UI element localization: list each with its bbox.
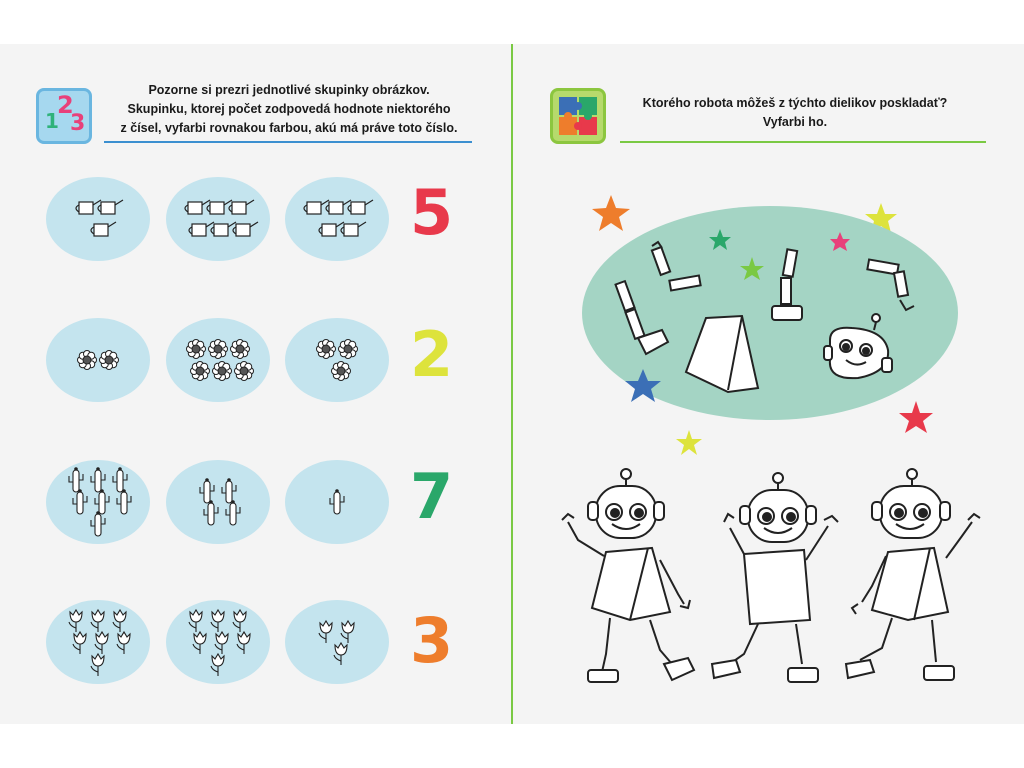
left-instruction-line-2: Skupinku, ktorej počet zodpovedá hodnote niektorého — [127, 102, 451, 116]
left-instruction-line-3: z čísel, vyfarbi rovnakou farbou, akú má práve toto číslo. — [120, 121, 458, 135]
right-instruction-line-2: Vyfarbi ho. — [762, 115, 828, 129]
left-instruction-line-1: Pozorne si prezri jednotlivé skupinky obrázkov. — [148, 83, 430, 97]
right-instruction-line-1: Ktorého robota môžeš z týchto dielikov poskladať? — [642, 96, 948, 110]
star-icon — [899, 401, 933, 433]
digit-3: 3 — [70, 111, 86, 136]
robot-option-3 — [846, 469, 980, 680]
robot-option-2 — [712, 473, 838, 682]
digit-2: 2 — [57, 91, 74, 119]
number-five: 5 — [410, 176, 454, 249]
star-icon — [592, 195, 630, 231]
star-icon — [676, 430, 702, 455]
digit-1: 1 — [45, 109, 59, 133]
number-three: 3 — [410, 604, 454, 677]
number-seven: 7 — [410, 460, 454, 533]
number-two: 2 — [410, 318, 454, 391]
robot-option-1 — [562, 469, 694, 682]
